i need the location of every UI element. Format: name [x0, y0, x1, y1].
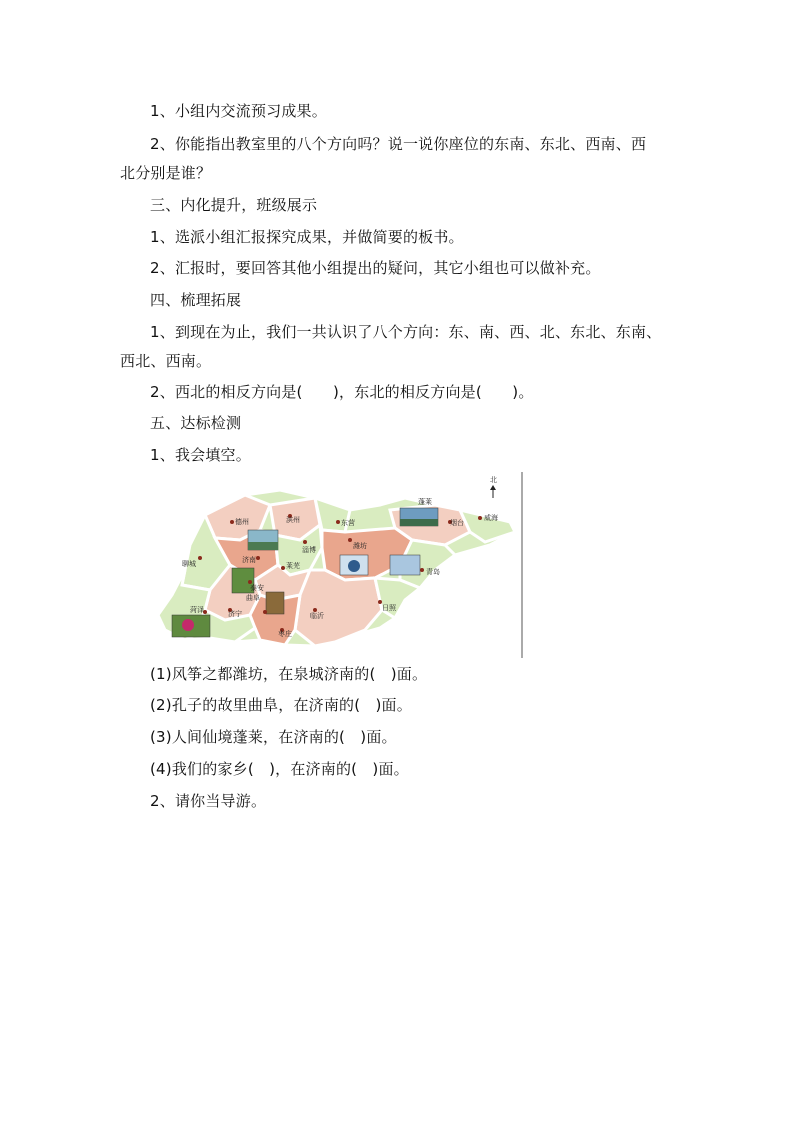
city-dot [478, 516, 482, 520]
city-label-zibo: 淄博 [302, 546, 316, 554]
city-label-taian: 泰安 [250, 584, 264, 592]
city-label-rizhao: 日照 [382, 604, 396, 612]
city-dot [336, 520, 340, 524]
city-dot [198, 556, 202, 560]
weifang-kite-photo-detail [348, 560, 360, 572]
city-dot [263, 610, 267, 614]
question-4: (4)我们的家乡( )，在济南的( )面。 [150, 760, 409, 778]
city-label-qingdao: 青岛 [426, 568, 440, 576]
text-line: 1、我会填空。 [150, 446, 251, 464]
city-label-liaocheng: 聊城 [182, 560, 196, 568]
section-heading: 三、内化提升，班级展示 [150, 196, 318, 214]
city-label-penglai: 蓬莱 [418, 498, 432, 506]
city-label-binzhou: 滨州 [286, 516, 300, 524]
heze-peony-photo-detail [182, 619, 194, 631]
section-heading: 五、达标检测 [150, 414, 242, 432]
text-line: 1、小组内交流预习成果。 [150, 102, 327, 120]
city-label-laiwu: 莱芜 [286, 562, 300, 570]
text-line: 2、汇报时，要回答其他小组提出的疑问，其它小组也可以做补充。 [150, 259, 601, 277]
city-dot [256, 556, 260, 560]
city-label-dezhou: 德州 [235, 518, 249, 526]
city-dot [420, 568, 424, 572]
city-dot [303, 540, 307, 544]
penglai-photo-detail [400, 519, 438, 526]
section-heading: 四、梳理拓展 [150, 291, 242, 309]
shandong-map [150, 470, 530, 660]
city-label-jinan: 济南 [242, 556, 256, 564]
question-3: (3)人间仙境蓬莱，在济南的( )面。 [150, 728, 397, 746]
confucius-photo [266, 592, 284, 614]
city-label-weihai: 威海 [484, 514, 498, 522]
jinan-photo-detail [248, 542, 278, 550]
text-line: 2、请你当导游。 [150, 792, 267, 810]
city-label-jining: 济宁 [228, 610, 242, 618]
city-label-linyi: 临沂 [310, 612, 324, 620]
city-label-weifang: 潍坊 [353, 542, 367, 550]
city-label-qufu: 曲阜 [246, 594, 260, 602]
city-dot [281, 566, 285, 570]
qingdao-photo [390, 555, 420, 575]
text-line: 西北、西南。 [120, 352, 212, 370]
text-line: 1、到现在为止，我们一共认识了八个方向：东、南、西、北、东北、东南、 [150, 323, 662, 341]
north-label: 北 [490, 476, 497, 484]
city-dot [230, 520, 234, 524]
city-label-dongying: 东营 [341, 519, 355, 527]
text-line: 2、你能指出教室里的八个方向吗？说一说你座位的东南、东北、西南、西 [150, 135, 647, 153]
text-line: 2、西北的相反方向是( )，东北的相反方向是( )。 [150, 383, 534, 401]
text-line: 1、选派小组汇报探究成果，并做简要的板书。 [150, 228, 464, 246]
city-label-yantai: 烟台 [450, 519, 464, 527]
region-linyi [295, 570, 382, 646]
north-arrowhead-icon [490, 485, 496, 490]
city-dot [348, 538, 352, 542]
city-label-zaozhuang: 枣庄 [278, 630, 292, 638]
question-2: (2)孔子的故里曲阜，在济南的( )面。 [150, 696, 412, 714]
city-label-heze: 菏泽 [190, 606, 204, 614]
text-line: 北分别是谁？ [120, 164, 212, 182]
question-1: (1)风筝之都潍坊，在泉城济南的( )面。 [150, 665, 428, 683]
